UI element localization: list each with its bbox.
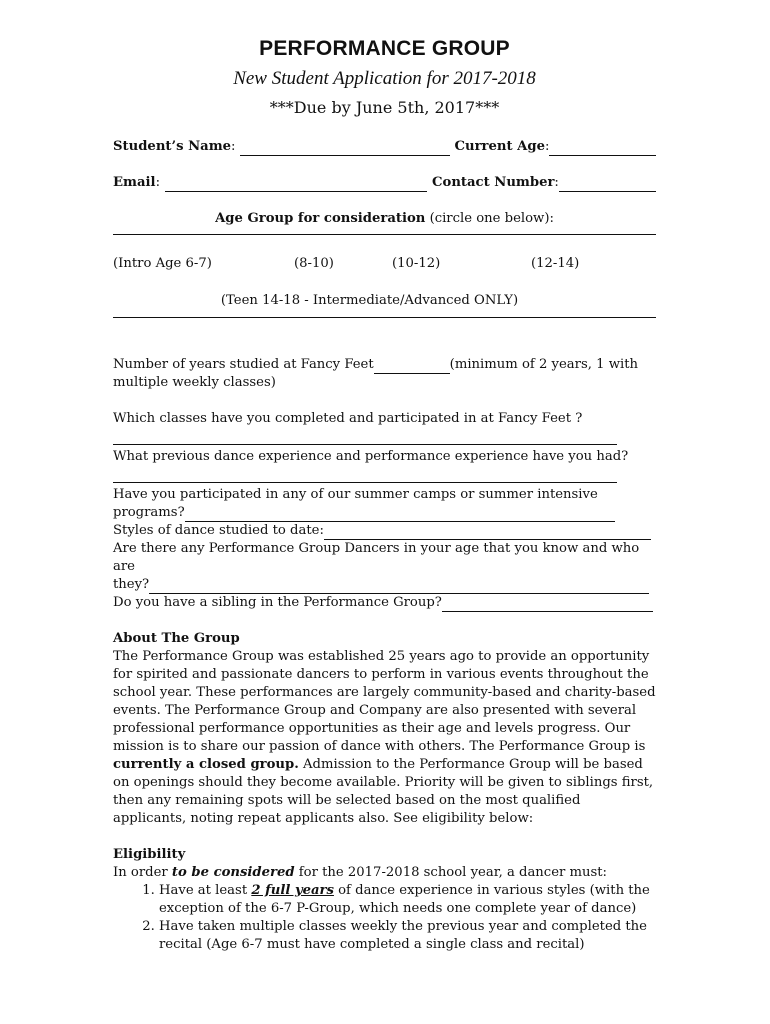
age-option-8-10[interactable]: (8-10) xyxy=(294,256,334,271)
previous-experience-label: What previous dance experience and performance experience have you had? xyxy=(113,449,629,464)
age-option-teen[interactable]: (Teen 14-18 - Intermediate/Advanced ONLY) xyxy=(220,293,519,308)
email-field[interactable] xyxy=(165,178,427,192)
contact-number-field[interactable] xyxy=(559,178,656,192)
age-option-10-12[interactable]: (10-12) xyxy=(392,256,441,271)
years-studied-field[interactable] xyxy=(374,360,450,374)
list-item: 2. Have taken multiple classes weekly the previous year and completed the recital (Age 6-7 must have completed a single class and recital) xyxy=(159,918,656,954)
current-age-label: Current Age xyxy=(454,139,545,154)
sibling-label: Do you have a sibling in the Performance Group? xyxy=(113,595,442,610)
styles-studied-field[interactable] xyxy=(324,526,651,540)
age-group-label: Age Group for consideration xyxy=(215,211,426,226)
due-date: ***Due by June 5th, 2017*** xyxy=(269,98,500,117)
classes-completed-field[interactable] xyxy=(113,428,617,445)
contact-number-label: Contact Number xyxy=(432,175,555,190)
closed-group-note: currently a closed group. xyxy=(113,757,299,772)
eligibility-heading: Eligibility xyxy=(113,847,186,862)
eligibility-intro: In order to be considered for the 2017-2018 school year, a dancer must: xyxy=(113,865,607,880)
age-option-intro[interactable]: (Intro Age 6-7) xyxy=(113,256,212,271)
styles-studied-label: Styles of dance studied to date: xyxy=(113,523,324,538)
sibling-field[interactable] xyxy=(442,598,653,612)
divider xyxy=(113,317,656,318)
summer-camps-label: Have you participated in any of our summer camps or summer intensive xyxy=(113,487,598,502)
classes-completed-label: Which classes have you completed and participated in at Fancy Feet ? xyxy=(113,411,583,426)
summer-camps-row: programs? xyxy=(113,504,656,522)
know-dancers-row: they? xyxy=(113,576,656,594)
know-dancers-label: Are there any Performance Group Dancers in your age that you know and who are xyxy=(113,541,640,574)
sibling-row xyxy=(113,594,656,612)
student-name-row: Student’s Name : Current Age : xyxy=(113,138,656,156)
summer-camps-field[interactable] xyxy=(185,508,615,522)
application-form xyxy=(113,36,656,954)
page-subtitle: New Student Application for 2017-2018 xyxy=(233,68,536,89)
know-dancers-field[interactable] xyxy=(149,580,649,594)
email-row: Email : Contact Number : xyxy=(113,174,656,192)
eligibility-list xyxy=(113,882,656,954)
styles-studied-row xyxy=(113,522,656,540)
years-studied-label: Number of years studied at Fancy Feet xyxy=(113,357,374,372)
age-group-heading xyxy=(113,210,656,228)
age-options xyxy=(113,255,656,273)
student-name-field[interactable] xyxy=(240,142,450,156)
age-option-12-14[interactable]: (12-14) xyxy=(531,256,580,271)
about-heading: About The Group xyxy=(113,631,240,646)
years-studied-row: Number of years studied at Fancy Feet (minimum of 2 years, 1 with xyxy=(113,357,638,372)
list-item: 1. Have at least 2 full years of dance experience in various styles (with the exception of the 6-7 P-Group, which needs one complete year of dance) xyxy=(159,882,656,918)
years-studied-note: multiple weekly classes) xyxy=(113,375,276,390)
divider xyxy=(113,234,656,235)
student-name-label: Student’s Name xyxy=(113,139,232,154)
age-group-hint: (circle one below): xyxy=(429,211,554,226)
previous-experience-field[interactable] xyxy=(113,466,617,483)
page-title: PERFORMANCE GROUP xyxy=(259,37,510,60)
about-paragraph: The Performance Group was established 25 years ago to provide an opportunity for spirited and passionate dancers to perform in various events throughout the school year. These performances are largely community-based and charity-based events. The Performance Group and Company are also presented with several professional performance opportunities as their age and levels progress. Our mission is to share our passion of dance with others. The Performance Group is currently a closed group. Admission to the Performance Group will be based on openings should they become available. Priority will be given to siblings first, then any remaining spots will be selected based on the most qualified applicants, noting repeat applicants also. See eligibility below: xyxy=(113,649,656,826)
email-label: Email xyxy=(113,175,156,190)
current-age-field[interactable] xyxy=(549,142,656,156)
